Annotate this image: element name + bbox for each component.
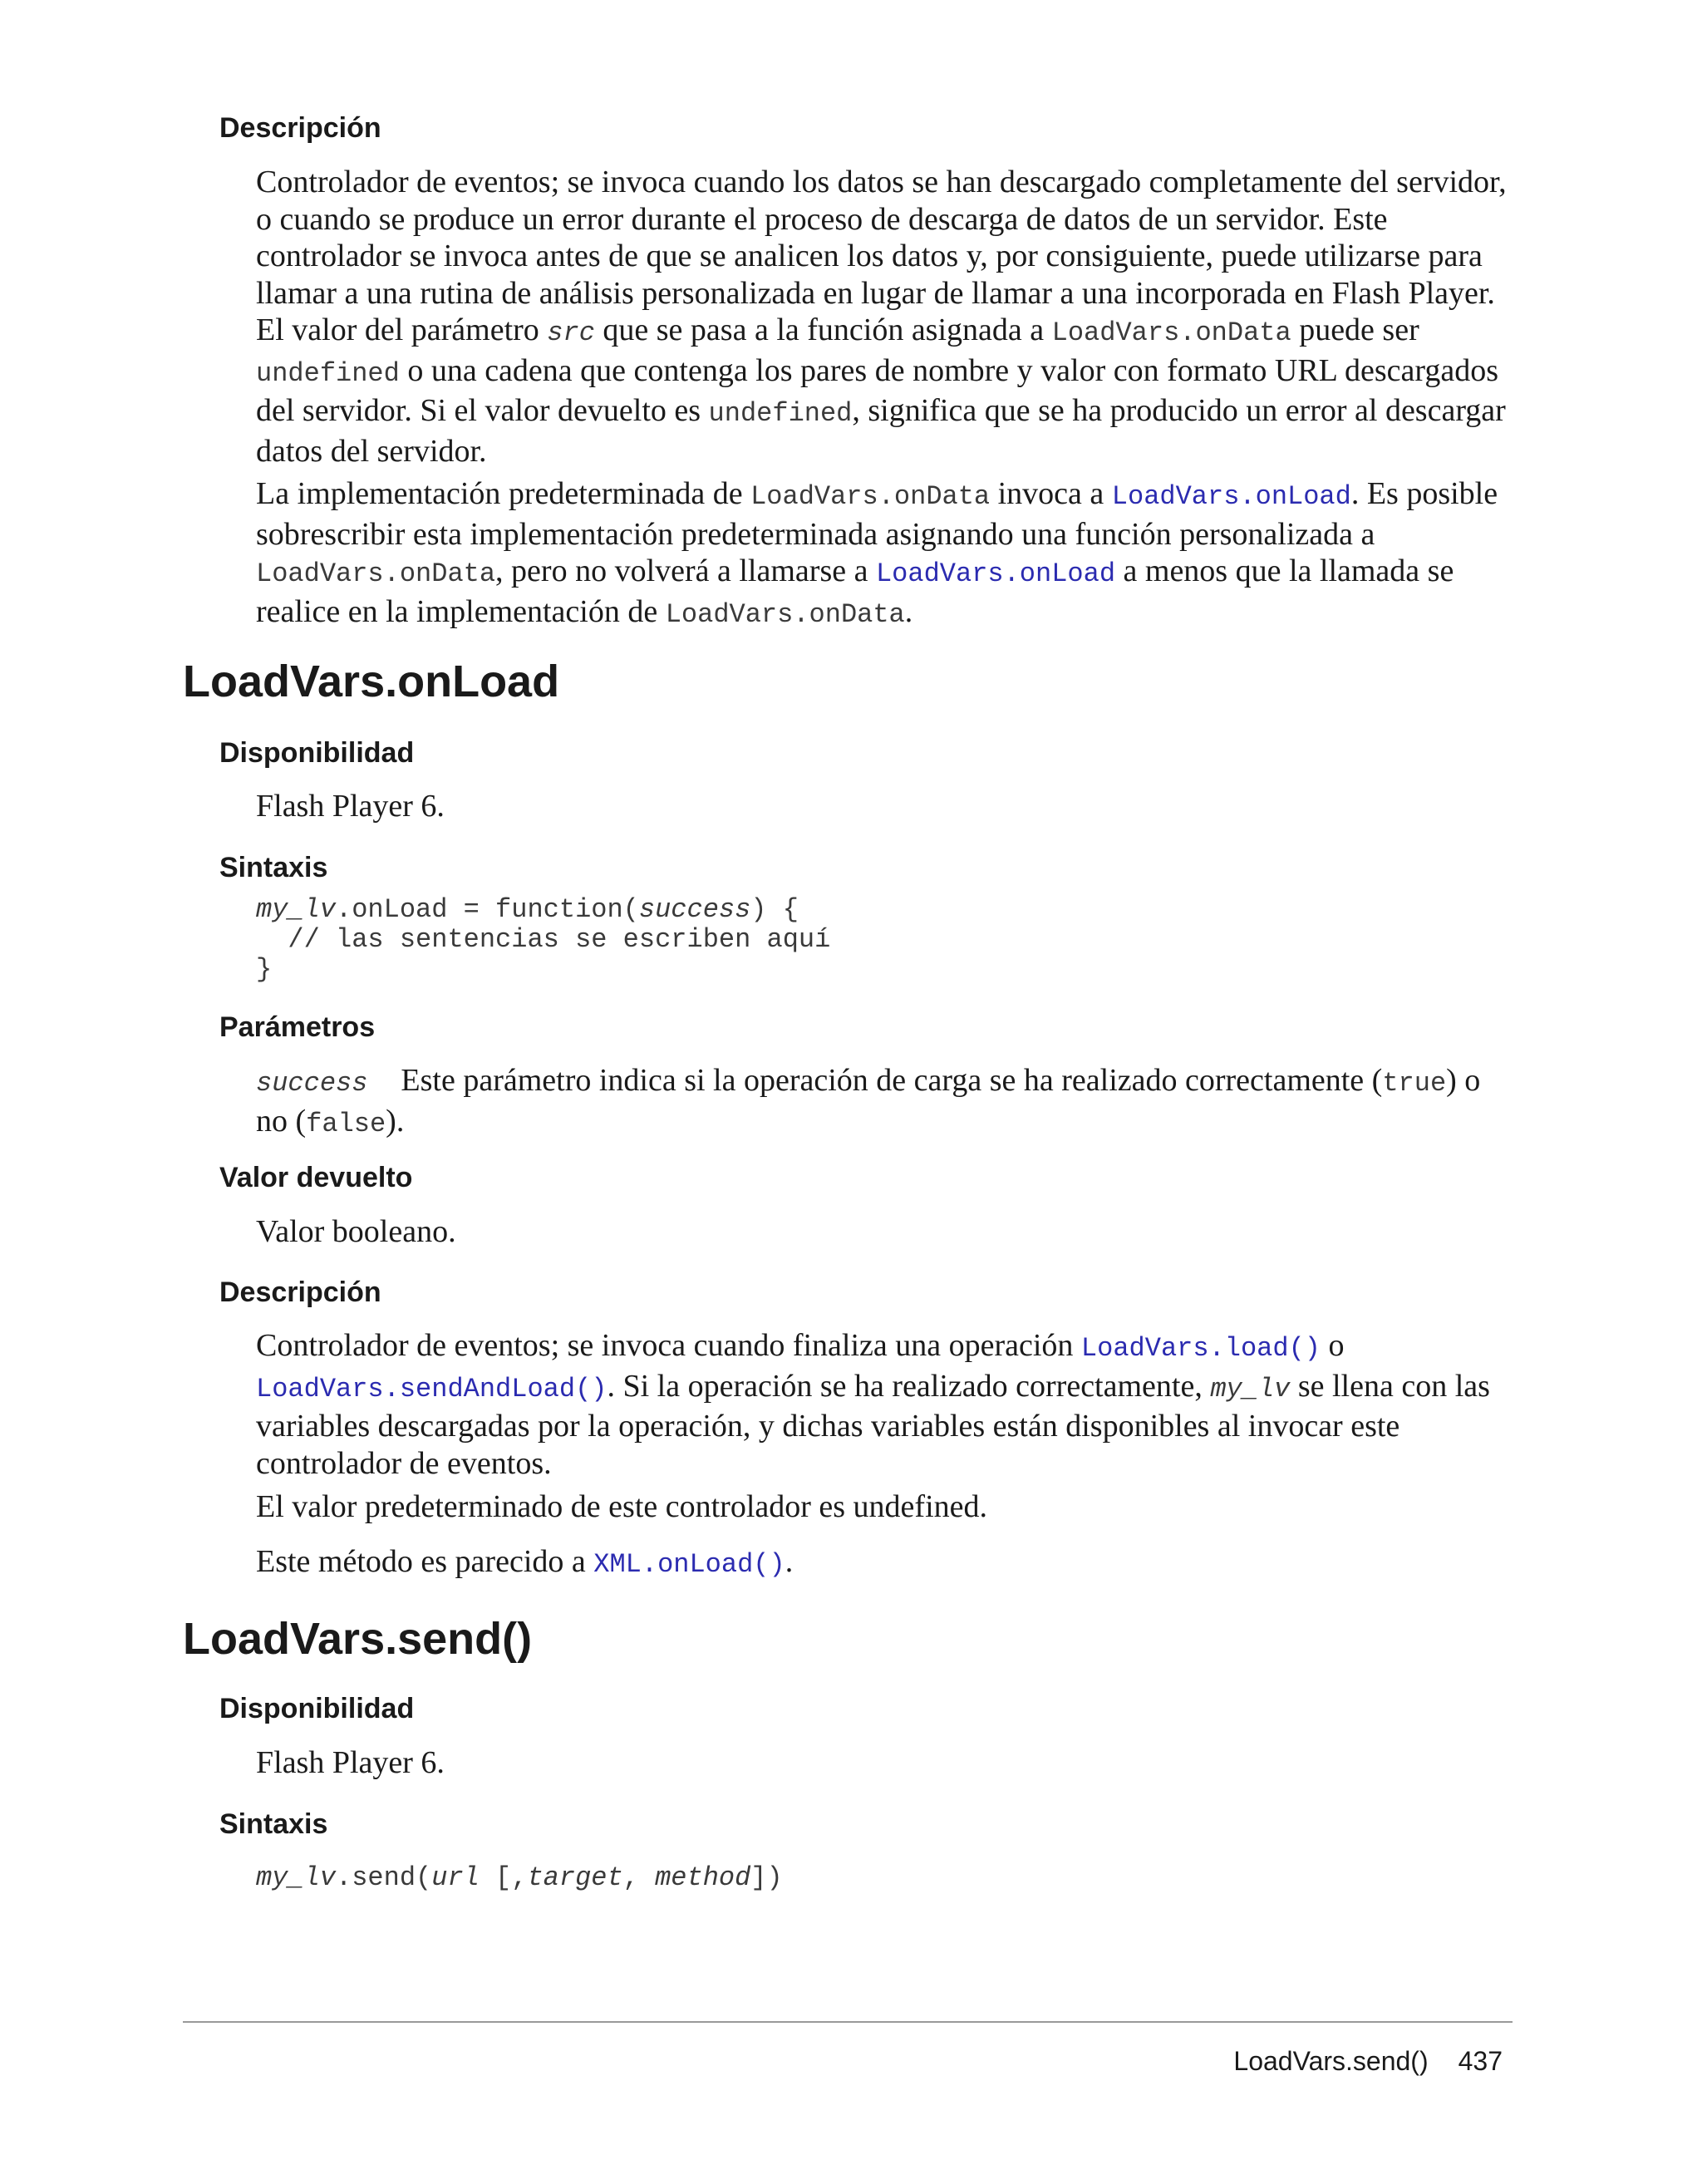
param-name: success bbox=[256, 1068, 368, 1099]
code-param: target bbox=[527, 1862, 623, 1893]
code-param: method bbox=[655, 1862, 751, 1893]
text: que se pasa a la función asignada a bbox=[594, 312, 1052, 347]
code-text: } bbox=[256, 954, 273, 985]
text: ) o no ( bbox=[256, 1063, 1481, 1139]
description-heading: Descripción bbox=[219, 112, 381, 144]
link-loadvars-sendandload[interactable]: LoadVars.sendAndLoad() bbox=[256, 1373, 608, 1404]
text: a menos que la llamada se realice en la implementación de bbox=[256, 553, 1454, 629]
return-value-heading: Valor devuelto bbox=[219, 1162, 413, 1193]
syntax-code-block bbox=[256, 895, 830, 985]
code-object: my_lv bbox=[256, 1862, 337, 1893]
return-value-text: Valor booleano. bbox=[256, 1214, 456, 1249]
code-undefined: undefined bbox=[708, 398, 853, 429]
text: ). bbox=[386, 1103, 405, 1139]
code-undefined: undefined bbox=[256, 357, 400, 389]
text: . Es posible sobrescribir esta implementación predeterminada asignando una función personalizada a bbox=[256, 476, 1498, 552]
syntax-heading: Sintaxis bbox=[219, 852, 328, 883]
code-loadvars-ondata: LoadVars.onData bbox=[665, 598, 905, 630]
text: Controlador de eventos; se invoca cuando finaliza una operación bbox=[256, 1328, 1081, 1363]
text: o una cadena que contenga los pares de nombre y valor con formato URL descargados del servidor. Si el valor devuelto es bbox=[256, 352, 1498, 428]
entry-title-send: LoadVars.send() bbox=[183, 1614, 533, 1664]
link-xml-onload[interactable]: XML.onLoad() bbox=[593, 1549, 785, 1580]
running-title: LoadVars.send() bbox=[1233, 2046, 1429, 2076]
text: Este método es parecido a bbox=[256, 1544, 594, 1579]
syntax-heading: Sintaxis bbox=[219, 1808, 328, 1840]
code-text: , bbox=[622, 1862, 656, 1893]
code-text: .send( bbox=[336, 1862, 432, 1893]
code-my-lv: my_lv bbox=[1210, 1373, 1291, 1404]
text: , significa que se ha producido un error al descargar datos del servidor. bbox=[256, 393, 1506, 469]
parameters-text bbox=[256, 1062, 1519, 1143]
text: Este parámetro indica si la operación de carga se ha realizado correctamente ( bbox=[401, 1063, 1383, 1098]
text: La implementación predeterminada de bbox=[256, 476, 751, 511]
code-param: url bbox=[431, 1862, 480, 1893]
code-text: [, bbox=[479, 1862, 528, 1893]
availability-text: Flash Player 6. bbox=[256, 789, 445, 824]
text: . bbox=[904, 593, 913, 629]
text: , pero no volverá a llamarse a bbox=[495, 553, 876, 588]
text: Controlador de eventos; se invoca cuando los datos se han descargado completamente del servidor, o cuando se produce un error durante el proceso de descarga de datos de un servidor. Este controlador se invoca antes de que se analicen los datos y, por consiguiente, puede utilizarse para llamar a una rutina de análisis personalizada en lugar de llamar a una incorporada en Flash Player. El valor del parámetro bbox=[256, 165, 1507, 347]
text: se llena con las variables descargadas por la operación, y dichas variables están disponibles al invocar este controlador de eventos. bbox=[256, 1368, 1490, 1481]
description-paragraph-2 bbox=[256, 475, 1519, 633]
text: . bbox=[785, 1544, 794, 1579]
code-loadvars-ondata: LoadVars.onData bbox=[750, 481, 991, 512]
footer-rule bbox=[183, 2021, 1513, 2023]
code-false: false bbox=[306, 1108, 386, 1139]
page-number: 437 bbox=[1458, 2046, 1503, 2076]
availability-heading: Disponibilidad bbox=[219, 1693, 415, 1724]
onload-description-paragraph-3 bbox=[256, 1543, 1519, 1584]
availability-heading: Disponibilidad bbox=[219, 737, 415, 769]
syntax-code-block bbox=[256, 1863, 783, 1893]
code-loadvars-ondata: LoadVars.onData bbox=[1051, 317, 1291, 348]
text: invoca a bbox=[990, 476, 1112, 511]
link-loadvars-load[interactable]: LoadVars.load() bbox=[1080, 1333, 1321, 1364]
description-paragraph-1 bbox=[256, 164, 1519, 470]
text: o bbox=[1320, 1328, 1345, 1363]
code-loadvars-ondata: LoadVars.onData bbox=[256, 558, 496, 589]
code-src: src bbox=[547, 317, 595, 348]
description-heading: Descripción bbox=[219, 1276, 381, 1308]
text: . Si la operación se ha realizado correctamente, bbox=[607, 1368, 1211, 1404]
entry-title-onload: LoadVars.onLoad bbox=[183, 657, 560, 706]
code-param: success bbox=[638, 894, 751, 925]
onload-description-paragraph-2: El valor predeterminado de este controlador es undefined. bbox=[256, 1489, 987, 1524]
code-object: my_lv bbox=[256, 894, 337, 925]
text: puede ser bbox=[1291, 312, 1419, 347]
code-text: ) { bbox=[750, 894, 799, 925]
page-footer bbox=[1233, 2044, 1503, 2078]
onload-description-paragraph-1 bbox=[256, 1327, 1519, 1482]
link-loadvars-onload[interactable]: LoadVars.onLoad bbox=[875, 558, 1116, 589]
availability-text: Flash Player 6. bbox=[256, 1745, 445, 1780]
code-text: .onLoad = function( bbox=[336, 894, 639, 925]
code-true: true bbox=[1382, 1068, 1447, 1099]
parameters-heading: Parámetros bbox=[219, 1011, 376, 1043]
code-comment: // las sentencias se escriben aquí bbox=[256, 924, 831, 955]
link-loadvars-onload[interactable]: LoadVars.onLoad bbox=[1111, 481, 1351, 512]
code-text: ]) bbox=[750, 1862, 783, 1893]
